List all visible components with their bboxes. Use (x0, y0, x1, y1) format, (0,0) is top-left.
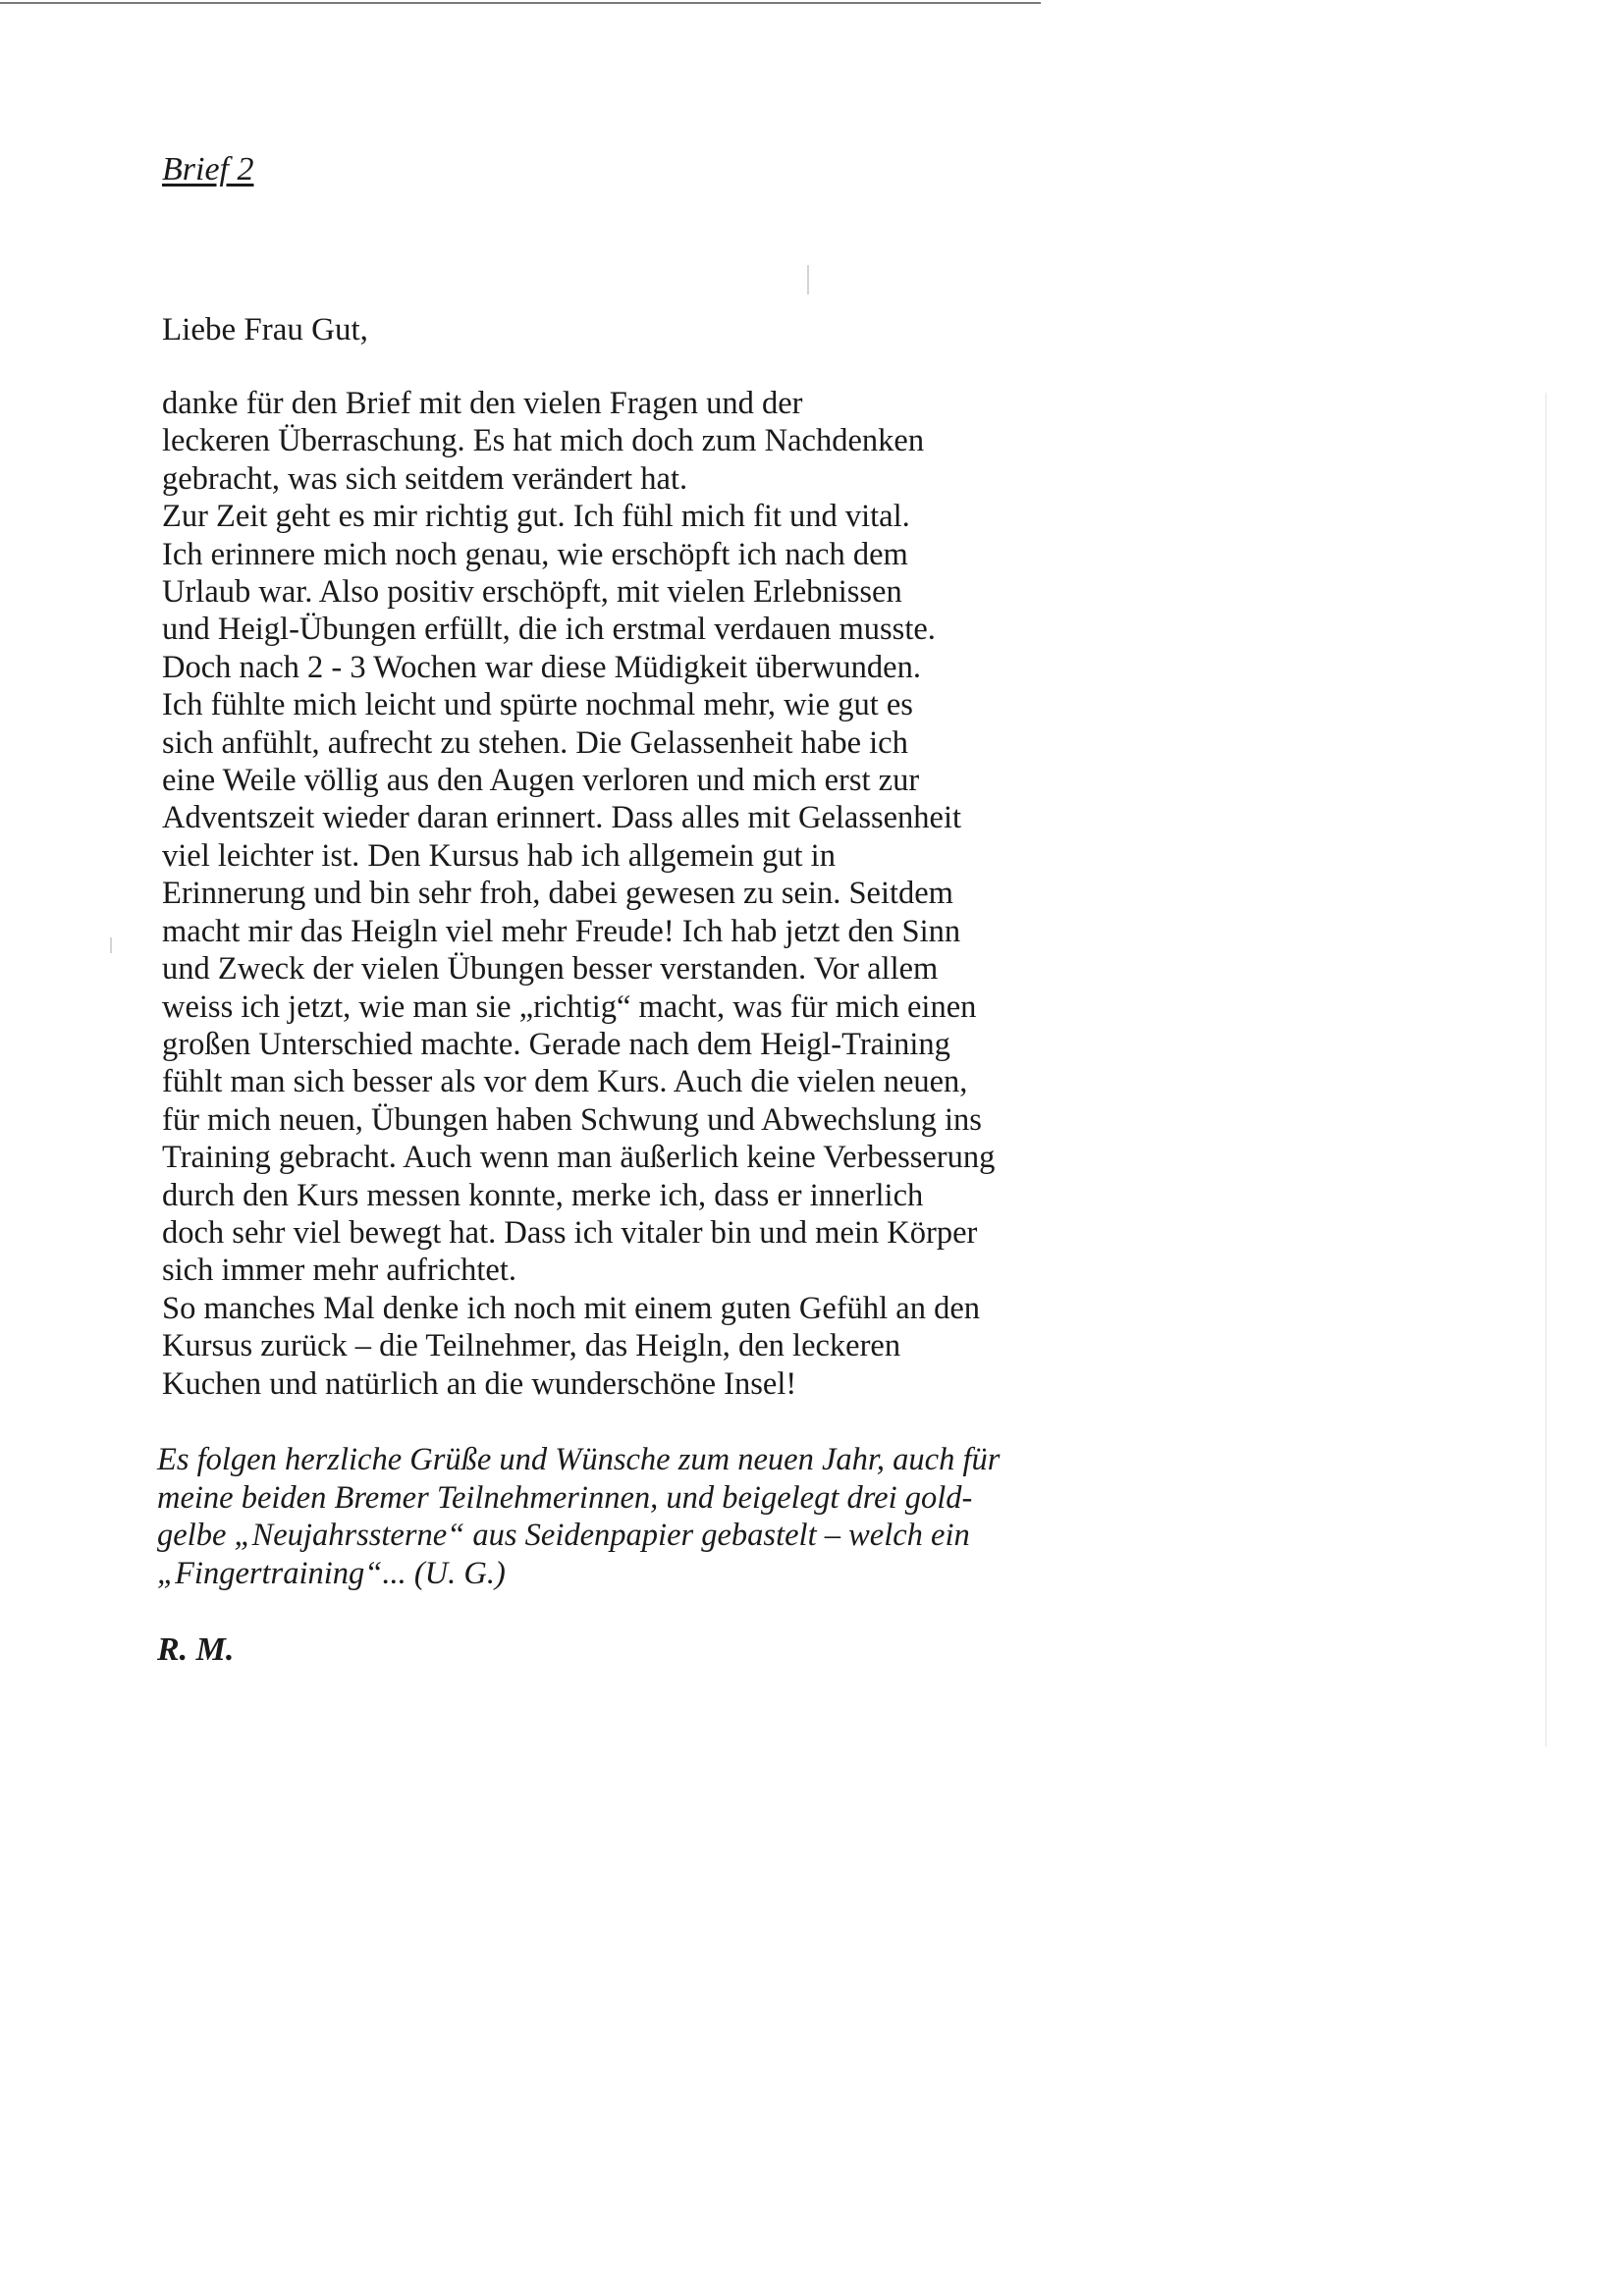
body-line: So manches Mal denke ich noch mit einem guten Gefühl an den (162, 1290, 981, 1326)
scan-top-rule (0, 2, 1041, 4)
editor-note (157, 1441, 1000, 1592)
body-line: Adventszeit wieder daran erinnert. Dass alles mit Gelassenheit (162, 800, 962, 836)
body-line: großen Unterschied machte. Gerade nach dem Heigl-Training (162, 1026, 950, 1062)
body-line: eine Weile völlig aus den Augen verloren und mich erst zur (162, 763, 920, 799)
editor-note-line: gelbe „Neujahrssterne“ aus Seidenpapier gebastelt – welch ein (157, 1518, 970, 1553)
body-line: Ich fühlte mich leicht und spürte nochmal mehr, wie gut es (162, 687, 913, 723)
body-line: Doch nach 2 - 3 Wochen war diese Müdigkeit überwunden. (162, 649, 921, 685)
letter-heading: Brief 2 (162, 151, 254, 187)
letter-body (162, 385, 995, 1403)
body-line: und Zweck der vielen Übungen besser verstanden. Vor allem (162, 951, 939, 988)
body-line: durch den Kurs messen konnte, merke ich, dass er innerlich (162, 1177, 924, 1213)
scan-speck (807, 265, 809, 294)
body-line: leckeren Überraschung. Es hat mich doch zum Nachdenken (162, 423, 925, 459)
body-line: gebracht, was sich seitdem verändert hat. (162, 460, 688, 497)
scan-page-edge (1545, 393, 1546, 1747)
body-line: fühlt man sich besser als vor dem Kurs. Auch die vielen neuen, (162, 1064, 968, 1100)
body-line: und Heigl-Übungen erfüllt, die ich erstmal verdauen musste. (162, 612, 936, 648)
editor-note-line: meine beiden Bremer Teilnehmerinnen, und beigelegt drei gold- (157, 1479, 973, 1516)
body-line: viel leichter ist. Den Kursus hab ich allgemein gut in (162, 837, 836, 874)
salutation: Liebe Frau Gut, (162, 312, 368, 347)
body-line: danke für den Brief mit den vielen Fragen und der (162, 386, 803, 421)
body-line: Urlaub war. Also positiv erschöpft, mit vielen Erlebnissen (162, 574, 902, 611)
body-line: sich immer mehr aufrichtet. (162, 1253, 516, 1289)
body-line: macht mir das Heigln viel mehr Freude! Ich hab jetzt den Sinn (162, 913, 961, 949)
body-line: Erinnerung und bin sehr froh, dabei gewesen zu sein. Seitdem (162, 876, 953, 912)
body-line: weiss ich jetzt, wie man sie „richtig“ macht, was für mich einen (162, 988, 977, 1025)
body-line: Kuchen und natürlich an die wunderschöne Insel! (162, 1365, 797, 1402)
signature: R. M. (157, 1631, 235, 1668)
body-line: Training gebracht. Auch wenn man äußerlich keine Verbesserung (162, 1140, 996, 1176)
body-line: Ich erinnere mich noch genau, wie erschöpft ich nach dem (162, 536, 908, 572)
body-line: für mich neuen, Übungen haben Schwung und Abwechslung ins (162, 1101, 982, 1138)
body-line: sich anfühlt, aufrecht zu stehen. Die Gelassenheit habe ich (162, 724, 908, 761)
body-line: Zur Zeit geht es mir richtig gut. Ich fühl mich fit und vital. (162, 499, 910, 535)
body-line: doch sehr viel bewegt hat. Dass ich vitaler bin und mein Körper (162, 1214, 978, 1251)
editor-note-line: „Fingertraining“... (U. G.) (157, 1555, 506, 1591)
scan-speck (110, 937, 112, 953)
editor-note-line: Es folgen herzliche Grüße und Wünsche zum neuen Jahr, auch für (157, 1442, 1001, 1477)
body-line: Kursus zurück – die Teilnehmer, das Heigln, den leckeren (162, 1328, 901, 1364)
